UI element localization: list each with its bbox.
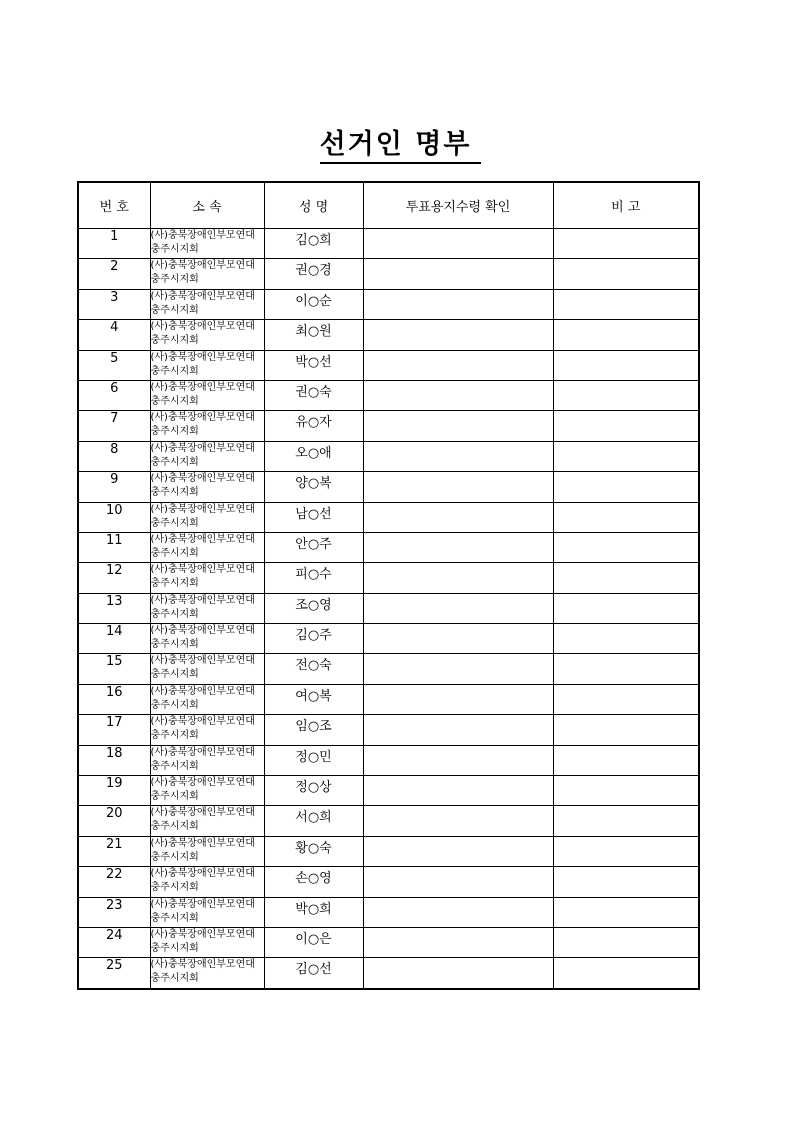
- row-remark-cell[interactable]: [553, 684, 699, 714]
- row-number: 1: [78, 229, 150, 259]
- row-number: 3: [78, 289, 150, 319]
- table-row: [78, 472, 699, 502]
- affiliation-line-2: 충주시지회: [150, 942, 199, 954]
- row-name: 정○상: [264, 776, 363, 806]
- row-number: 24: [78, 927, 150, 957]
- affiliation-line-2: 충주시지회: [150, 608, 199, 620]
- table-row: [78, 441, 699, 471]
- row-confirm-cell[interactable]: [363, 229, 553, 259]
- row-affiliation: [150, 867, 264, 897]
- table-row: [78, 836, 699, 866]
- row-number: 16: [78, 684, 150, 714]
- affiliation-line-2: 충주시지회: [150, 426, 199, 438]
- document-title: 선거인 명부: [320, 128, 482, 164]
- row-affiliation: [150, 776, 264, 806]
- affiliation-line-2: 충주시지회: [150, 882, 199, 894]
- row-name: 황○숙: [264, 836, 363, 866]
- row-affiliation: [150, 320, 264, 350]
- affiliation-line-2: 충주시지회: [150, 821, 199, 833]
- row-affiliation: [150, 836, 264, 866]
- row-name: 남○선: [264, 502, 363, 532]
- row-number: 22: [78, 867, 150, 897]
- roster-body: [78, 229, 699, 989]
- row-confirm-cell[interactable]: [363, 320, 553, 350]
- affiliation-line-1: (사)충북장애인부모연대: [150, 473, 255, 485]
- row-affiliation: [150, 624, 264, 654]
- table-row: [78, 897, 699, 927]
- row-remark-cell[interactable]: [553, 715, 699, 745]
- row-remark-cell[interactable]: [553, 472, 699, 502]
- row-confirm-cell[interactable]: [363, 684, 553, 714]
- row-affiliation: [150, 684, 264, 714]
- row-affiliation: [150, 958, 264, 989]
- affiliation-line-2: 충주시지회: [150, 274, 199, 286]
- row-name: 최○원: [264, 320, 363, 350]
- affiliation-line-1: (사)충북장애인부모연대: [150, 716, 255, 728]
- row-confirm-cell[interactable]: [363, 411, 553, 441]
- row-confirm-cell[interactable]: [363, 624, 553, 654]
- table-row: [78, 563, 699, 593]
- affiliation-line-1: (사)충북장애인부모연대: [150, 564, 255, 576]
- affiliation-line-2: 충주시지회: [150, 912, 199, 924]
- affiliation-line-2: 충주시지회: [150, 851, 199, 863]
- row-name: 손○영: [264, 867, 363, 897]
- affiliation-line-2: 충주시지회: [150, 760, 199, 772]
- affiliation-line-1: (사)충북장애인부모연대: [150, 412, 255, 424]
- affiliation-line-2: 충주시지회: [150, 699, 199, 711]
- row-confirm-cell[interactable]: [363, 502, 553, 532]
- table-row: [78, 624, 699, 654]
- affiliation-line-1: (사)충북장애인부모연대: [150, 351, 255, 363]
- row-affiliation: [150, 927, 264, 957]
- row-name: 김○주: [264, 624, 363, 654]
- affiliation-line-1: (사)충북장애인부모연대: [150, 533, 255, 545]
- affiliation-line-1: (사)충북장애인부모연대: [150, 777, 255, 789]
- row-confirm-cell[interactable]: [363, 806, 553, 836]
- affiliation-line-1: (사)충북장애인부모연대: [150, 230, 255, 241]
- header-org: 소 속: [150, 182, 264, 229]
- row-remark-cell[interactable]: [553, 411, 699, 441]
- row-confirm-cell[interactable]: [363, 958, 553, 989]
- row-confirm-cell[interactable]: [363, 897, 553, 927]
- document-title-wrap: [0, 128, 793, 164]
- affiliation-line-2: 충주시지회: [150, 578, 199, 590]
- row-number: 13: [78, 593, 150, 623]
- row-confirm-cell[interactable]: [363, 745, 553, 775]
- row-name: 여○복: [264, 684, 363, 714]
- row-name: 박○선: [264, 350, 363, 380]
- row-name: 권○경: [264, 259, 363, 289]
- affiliation-line-1: (사)충북장애인부모연대: [150, 898, 255, 910]
- table-row: [78, 320, 699, 350]
- row-remark-cell[interactable]: [553, 867, 699, 897]
- table-row: [78, 684, 699, 714]
- affiliation-line-1: (사)충북장애인부모연대: [150, 290, 255, 302]
- row-remark-cell[interactable]: [553, 836, 699, 866]
- affiliation-line-2: 충주시지회: [150, 244, 199, 255]
- table-row: [78, 502, 699, 532]
- row-affiliation: [150, 289, 264, 319]
- row-remark-cell[interactable]: [553, 502, 699, 532]
- affiliation-line-2: 충주시지회: [150, 669, 199, 681]
- row-remark-cell[interactable]: [553, 320, 699, 350]
- table-row: [78, 411, 699, 441]
- row-remark-cell[interactable]: [553, 776, 699, 806]
- row-confirm-cell[interactable]: [363, 259, 553, 289]
- row-number: 21: [78, 836, 150, 866]
- row-confirm-cell[interactable]: [363, 472, 553, 502]
- row-number: 4: [78, 320, 150, 350]
- row-number: 7: [78, 411, 150, 441]
- affiliation-line-1: (사)충북장애인부모연대: [150, 260, 255, 272]
- row-number: 11: [78, 532, 150, 562]
- row-remark-cell[interactable]: [553, 654, 699, 684]
- row-confirm-cell[interactable]: [363, 654, 553, 684]
- row-confirm-cell[interactable]: [363, 532, 553, 562]
- row-remark-cell[interactable]: [553, 229, 699, 259]
- row-number: 6: [78, 380, 150, 410]
- row-affiliation: [150, 229, 264, 259]
- table-row: [78, 806, 699, 836]
- row-affiliation: [150, 380, 264, 410]
- row-remark-cell[interactable]: [553, 350, 699, 380]
- affiliation-line-1: (사)충북장애인부모연대: [150, 655, 255, 667]
- row-number: 10: [78, 502, 150, 532]
- row-name: 양○복: [264, 472, 363, 502]
- affiliation-line-2: 충주시지회: [150, 547, 199, 559]
- row-remark-cell[interactable]: [553, 289, 699, 319]
- row-affiliation: [150, 411, 264, 441]
- table-row: [78, 350, 699, 380]
- affiliation-line-1: (사)충북장애인부모연대: [150, 625, 255, 637]
- row-confirm-cell[interactable]: [363, 927, 553, 957]
- row-confirm-cell[interactable]: [363, 593, 553, 623]
- row-number: 12: [78, 563, 150, 593]
- row-name: 조○영: [264, 593, 363, 623]
- row-name: 전○숙: [264, 654, 363, 684]
- row-remark-cell[interactable]: [553, 380, 699, 410]
- row-remark-cell[interactable]: [553, 441, 699, 471]
- table-row: [78, 958, 699, 989]
- row-affiliation: [150, 350, 264, 380]
- row-name: 안○주: [264, 532, 363, 562]
- row-confirm-cell[interactable]: [363, 350, 553, 380]
- row-affiliation: [150, 715, 264, 745]
- table-row: [78, 380, 699, 410]
- row-affiliation: [150, 472, 264, 502]
- row-name: 김○선: [264, 958, 363, 989]
- affiliation-line-1: (사)충북장애인부모연대: [150, 959, 255, 971]
- row-number: 14: [78, 624, 150, 654]
- row-confirm-cell[interactable]: [363, 289, 553, 319]
- row-name: 서○희: [264, 806, 363, 836]
- row-affiliation: [150, 897, 264, 927]
- row-name: 유○자: [264, 411, 363, 441]
- row-affiliation: [150, 593, 264, 623]
- row-number: 9: [78, 472, 150, 502]
- table-row: [78, 927, 699, 957]
- table-row: [78, 229, 699, 259]
- affiliation-line-2: 충주시지회: [150, 517, 199, 529]
- row-name: 김○희: [264, 229, 363, 259]
- affiliation-line-1: (사)충북장애인부모연대: [150, 321, 255, 333]
- table-row: [78, 776, 699, 806]
- row-remark-cell[interactable]: [553, 563, 699, 593]
- row-number: 2: [78, 259, 150, 289]
- row-affiliation: [150, 806, 264, 836]
- affiliation-line-2: 충주시지회: [150, 487, 199, 499]
- row-remark-cell[interactable]: [553, 532, 699, 562]
- row-remark-cell[interactable]: [553, 927, 699, 957]
- affiliation-line-1: (사)충북장애인부모연대: [150, 685, 255, 697]
- row-name: 임○조: [264, 715, 363, 745]
- row-confirm-cell[interactable]: [363, 563, 553, 593]
- affiliation-line-1: (사)충북장애인부모연대: [150, 746, 255, 758]
- affiliation-line-1: (사)충북장애인부모연대: [150, 442, 255, 454]
- affiliation-line-2: 충주시지회: [150, 730, 199, 742]
- row-confirm-cell[interactable]: [363, 380, 553, 410]
- header-no: 번 호: [78, 182, 150, 229]
- row-number: 18: [78, 745, 150, 775]
- row-number: 8: [78, 441, 150, 471]
- table-row: [78, 532, 699, 562]
- header-name: 성 명: [264, 182, 363, 229]
- table-row: [78, 289, 699, 319]
- table-row: [78, 715, 699, 745]
- row-affiliation: [150, 532, 264, 562]
- row-name: 피○수: [264, 563, 363, 593]
- row-name: 박○희: [264, 897, 363, 927]
- row-affiliation: [150, 259, 264, 289]
- voter-roster-table: [77, 181, 700, 990]
- row-name: 이○순: [264, 289, 363, 319]
- table-row: [78, 593, 699, 623]
- row-remark-cell[interactable]: [553, 806, 699, 836]
- row-affiliation: [150, 563, 264, 593]
- affiliation-line-2: 충주시지회: [150, 791, 199, 803]
- row-remark-cell[interactable]: [553, 259, 699, 289]
- row-affiliation: [150, 502, 264, 532]
- row-remark-cell[interactable]: [553, 593, 699, 623]
- table-row: [78, 867, 699, 897]
- affiliation-line-2: 충주시지회: [150, 365, 199, 377]
- row-remark-cell[interactable]: [553, 624, 699, 654]
- affiliation-line-2: 충주시지회: [150, 456, 199, 468]
- affiliation-line-2: 충주시지회: [150, 304, 199, 316]
- header-remark: 비 고: [553, 182, 699, 229]
- row-confirm-cell[interactable]: [363, 867, 553, 897]
- row-confirm-cell[interactable]: [363, 776, 553, 806]
- row-number: 15: [78, 654, 150, 684]
- row-name: 오○애: [264, 441, 363, 471]
- row-confirm-cell[interactable]: [363, 836, 553, 866]
- row-remark-cell[interactable]: [553, 897, 699, 927]
- row-affiliation: [150, 654, 264, 684]
- affiliation-line-1: (사)충북장애인부모연대: [150, 807, 255, 819]
- row-number: 20: [78, 806, 150, 836]
- affiliation-line-2: 충주시지회: [150, 639, 199, 651]
- row-remark-cell[interactable]: [553, 745, 699, 775]
- affiliation-line-1: (사)충북장애인부모연대: [150, 381, 255, 393]
- affiliation-line-2: 충주시지회: [150, 395, 199, 407]
- row-affiliation: [150, 441, 264, 471]
- header-confirm: 투표용지수령 확인: [363, 182, 553, 229]
- row-affiliation: [150, 745, 264, 775]
- table-row: [78, 745, 699, 775]
- row-number: 5: [78, 350, 150, 380]
- row-name: 이○은: [264, 927, 363, 957]
- affiliation-line-2: 충주시지회: [150, 973, 199, 985]
- affiliation-line-2: 충주시지회: [150, 335, 199, 347]
- affiliation-line-1: (사)충북장애인부모연대: [150, 928, 255, 940]
- row-number: 25: [78, 958, 150, 989]
- row-name: 정○민: [264, 745, 363, 775]
- row-name: 권○숙: [264, 380, 363, 410]
- table-row: [78, 259, 699, 289]
- row-number: 19: [78, 776, 150, 806]
- table-row: [78, 654, 699, 684]
- header-row: [78, 182, 699, 229]
- row-confirm-cell[interactable]: [363, 441, 553, 471]
- row-confirm-cell[interactable]: [363, 715, 553, 745]
- affiliation-line-1: (사)충북장애인부모연대: [150, 837, 255, 849]
- row-number: 23: [78, 897, 150, 927]
- row-remark-cell[interactable]: [553, 958, 699, 989]
- affiliation-line-1: (사)충북장애인부모연대: [150, 594, 255, 606]
- affiliation-line-1: (사)충북장애인부모연대: [150, 503, 255, 515]
- affiliation-line-1: (사)충북장애인부모연대: [150, 868, 255, 880]
- row-number: 17: [78, 715, 150, 745]
